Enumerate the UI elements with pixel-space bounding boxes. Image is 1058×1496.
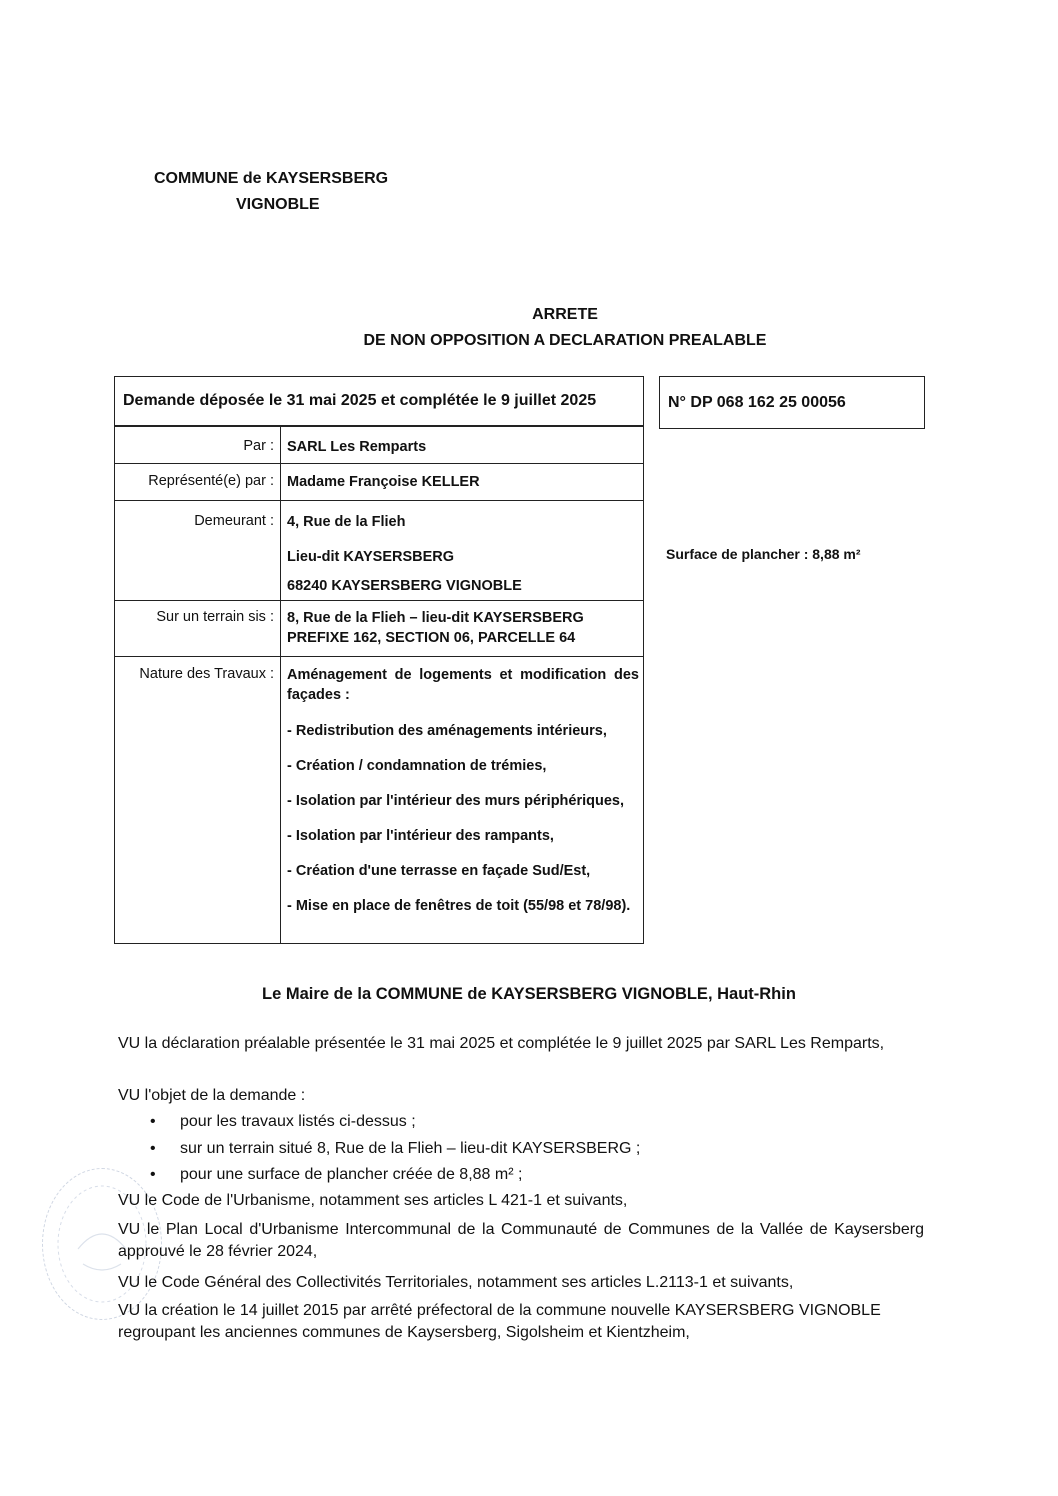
par-value: SARL Les Remparts [287,439,427,455]
maire-heading: Le Maire de la COMMUNE de KAYSERSBERG VIGNOBLE, Haut-Rhin [262,985,796,1003]
represente-label: Représenté(e) par : [148,473,274,489]
table-divider-vertical [280,426,281,944]
nature-item: - Isolation par l'intérieur des rampants, [287,828,554,844]
document-subtitle: DE NON OPPOSITION A DECLARATION PREALABLE [363,332,767,349]
vu-creation: VU la création le 14 juillet 2015 par arrêté préfectoral de la commune nouvelle KAYSERSBERG VIGNOBLE regroupant les anciennes communes de Kaysersberg, Sigolsheim et Kientzheim, [118,1302,881,1341]
terrain-label: Sur un terrain sis : [156,609,274,625]
surface-plancher: Surface de plancher : 8,88 m² [666,546,861,562]
nature-item: - Isolation par l'intérieur des murs périphériques, [287,793,625,809]
nature-item: - Création / condamnation de trémies, [287,758,547,774]
represente-value: Madame Françoise KELLER [287,474,480,490]
bullet-icon: • [150,1113,156,1130]
nature-intro: Aménagement de logements et modification des façades : [287,667,639,703]
demeurant-line2: Lieu-dit KAYSERSBERG [287,549,455,565]
nature-item: - Mise en place de fenêtres de toit (55/98 et 78/98). [287,898,631,914]
objet-bullet: • sur un terrain situé 8, Rue de la Flieh – lieu-dit KAYSERSBERG ; [150,1138,640,1160]
terrain-line1: 8, Rue de la Flieh – lieu-dit KAYSERSBERG [287,610,584,626]
vu-plu: VU le Plan Local d'Urbanisme Intercommunal de la Communauté de Communes de la Vallée de Kaysersberg approuvé le 28 février 2024, [118,1221,924,1260]
commune-name-line1: COMMUNE de KAYSERSBERG [154,170,389,187]
terrain-line2: PREFIXE 162, SECTION 06, PARCELLE 64 [287,630,576,646]
table-divider [114,656,644,657]
table-divider [114,500,644,501]
nature-label: Nature des Travaux : [139,666,274,682]
vu-objet: VU l'objet de la demande : [118,1087,306,1104]
objet-bullet: • pour les travaux listés ci-dessus ; [150,1111,416,1133]
table-divider [114,463,644,464]
vu-cgct: VU le Code Général des Collectivités Territoriales, notamment ses articles L.2113-1 et suivants, [118,1274,794,1291]
demeurant-label: Demeurant : [194,513,274,529]
bullet-icon: • [150,1140,156,1157]
dp-number: N° DP 068 162 25 00056 [659,376,925,429]
table-divider [114,600,644,601]
demeurant-line3: 68240 KAYSERSBERG VIGNOBLE [287,578,522,594]
objet-bullet: • pour une surface de plancher créée de 8,88 m² ; [150,1164,522,1186]
nature-item: - Redistribution des aménagements intérieurs, [287,723,607,739]
vu-code-urbanisme: VU le Code de l'Urbanisme, notamment ses articles L 421-1 et suivants, [118,1192,628,1209]
bullet-icon: • [150,1166,156,1183]
nature-item: - Création d'une terrasse en façade Sud/Est, [287,863,591,879]
commune-name-line2: VIGNOBLE [236,196,320,213]
document-title: ARRETE [532,306,598,323]
par-label: Par : [243,438,274,454]
vu-declaration: VU la déclaration préalable présentée le 31 mai 2025 et complétée le 9 juillet 2025 par SARL Les Remparts, [118,1035,885,1052]
request-header: Demande déposée le 31 mai 2025 et complétée le 9 juillet 2025 [114,376,644,426]
demeurant-line1: 4, Rue de la Flieh [287,514,406,530]
